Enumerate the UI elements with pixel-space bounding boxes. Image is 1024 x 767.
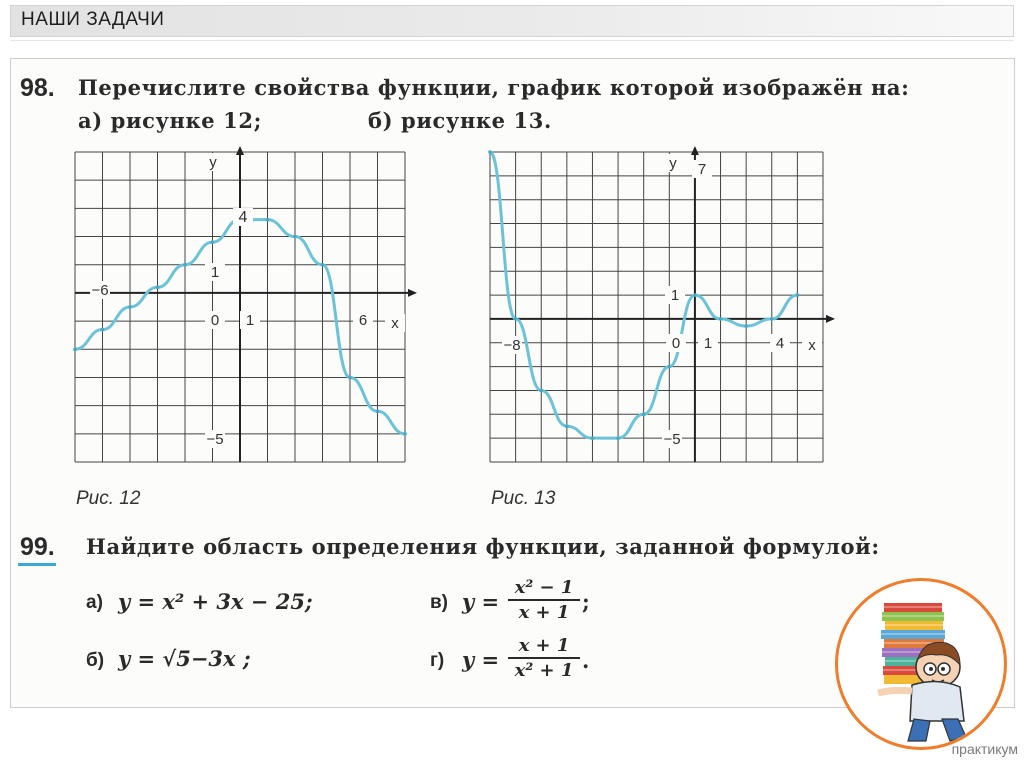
axis-label-one_y: 1 bbox=[210, 264, 220, 281]
task99-underline bbox=[18, 563, 56, 566]
data-point bbox=[591, 436, 595, 440]
axis-label-zero: 0 bbox=[671, 335, 681, 352]
fraction-bar bbox=[508, 657, 580, 659]
data-point bbox=[376, 409, 380, 413]
axis-label-neg_five: −5 bbox=[663, 431, 681, 448]
data-point bbox=[668, 365, 672, 369]
axis-label-neg_six: −6 bbox=[91, 282, 109, 299]
data-point bbox=[321, 263, 325, 267]
data-point bbox=[796, 293, 800, 297]
fraction-bar bbox=[508, 599, 580, 601]
task98-text: Перечислите свойства функции, график которой изображён на: bbox=[78, 75, 910, 100]
practicum-logo bbox=[835, 578, 1007, 750]
axis-label-x: x bbox=[808, 337, 816, 354]
data-point bbox=[514, 317, 518, 321]
figure13-chart bbox=[490, 152, 825, 464]
data-point bbox=[266, 218, 270, 222]
task98-number: 98. bbox=[20, 74, 55, 102]
axis-label-one_x: 1 bbox=[703, 335, 713, 352]
task99-g-end: . bbox=[582, 648, 590, 673]
task99-a-formula: y = x² + 3x − 25; bbox=[118, 589, 313, 614]
task99-number: 99. bbox=[20, 533, 55, 561]
figure12-caption: Рис. 12 bbox=[76, 488, 141, 509]
axis-label-seven: 7 bbox=[697, 161, 707, 178]
task99-v-numerator: x² − 1 bbox=[514, 577, 574, 598]
figure12-chart bbox=[75, 152, 407, 464]
axis-label-x: x bbox=[391, 315, 399, 332]
data-point bbox=[744, 324, 748, 328]
figure12-svg bbox=[75, 152, 407, 464]
data-point bbox=[128, 305, 132, 309]
header-divider bbox=[10, 40, 1014, 41]
data-point bbox=[348, 376, 352, 380]
axis-label-six: 6 bbox=[358, 312, 368, 329]
task99-v-label: в) bbox=[430, 592, 449, 613]
task99-g-y: y = bbox=[462, 647, 500, 672]
data-point bbox=[488, 150, 492, 154]
book-boy-illustration bbox=[838, 581, 1004, 747]
data-point bbox=[293, 235, 297, 239]
axis-label-one_y: 1 bbox=[670, 287, 680, 304]
task98-part-a: а) рисунке 12; bbox=[78, 108, 262, 133]
header-bar bbox=[10, 5, 1014, 37]
axis-label-neg_five: −5 bbox=[206, 431, 224, 448]
axis-label-four: 4 bbox=[775, 335, 785, 352]
data-point bbox=[73, 347, 77, 351]
data-point bbox=[642, 413, 646, 417]
task99-v-denominator: x + 1 bbox=[518, 602, 570, 623]
axis-label-neg_eight: −8 bbox=[503, 337, 521, 354]
task99-v-y: y = bbox=[462, 589, 500, 614]
data-point bbox=[211, 240, 215, 244]
task99-b-label: б) bbox=[86, 650, 105, 671]
footer-label: практикум bbox=[951, 741, 1018, 757]
data-point bbox=[693, 293, 697, 297]
task99-g-label: г) bbox=[430, 650, 445, 671]
task99-text: Найдите область определения функции, заданной формулой: bbox=[86, 534, 880, 559]
axis-label-one_x: 1 bbox=[245, 312, 255, 329]
data-point bbox=[156, 285, 160, 289]
figure13-caption: Рис. 13 bbox=[491, 488, 556, 509]
axis-label-y: y bbox=[669, 155, 677, 172]
data-point bbox=[770, 317, 774, 321]
data-point bbox=[539, 389, 543, 393]
axis-label-y: y bbox=[209, 154, 217, 171]
task99-b-formula: y = √5−3x ; bbox=[118, 646, 251, 671]
data-point bbox=[403, 432, 407, 436]
data-point bbox=[616, 436, 620, 440]
task99-g-numerator: x + 1 bbox=[518, 635, 570, 656]
data-point bbox=[565, 424, 569, 428]
task99-a-label: а) bbox=[86, 592, 103, 613]
data-point bbox=[101, 328, 105, 332]
task99-g-denominator: x² + 1 bbox=[514, 660, 574, 681]
slide-title: НАШИ ЗАДАЧИ bbox=[21, 9, 165, 30]
data-point bbox=[719, 317, 723, 321]
axis-label-four: 4 bbox=[238, 209, 248, 226]
task99-v-end: ; bbox=[582, 589, 590, 614]
task99-v-fraction bbox=[508, 577, 580, 623]
data-point bbox=[183, 263, 187, 267]
task98-part-b: б) рисунке 13. bbox=[368, 108, 552, 133]
task99-g-fraction bbox=[508, 635, 580, 681]
axis-label-zero: 0 bbox=[210, 312, 220, 329]
figure13-svg bbox=[490, 152, 825, 464]
